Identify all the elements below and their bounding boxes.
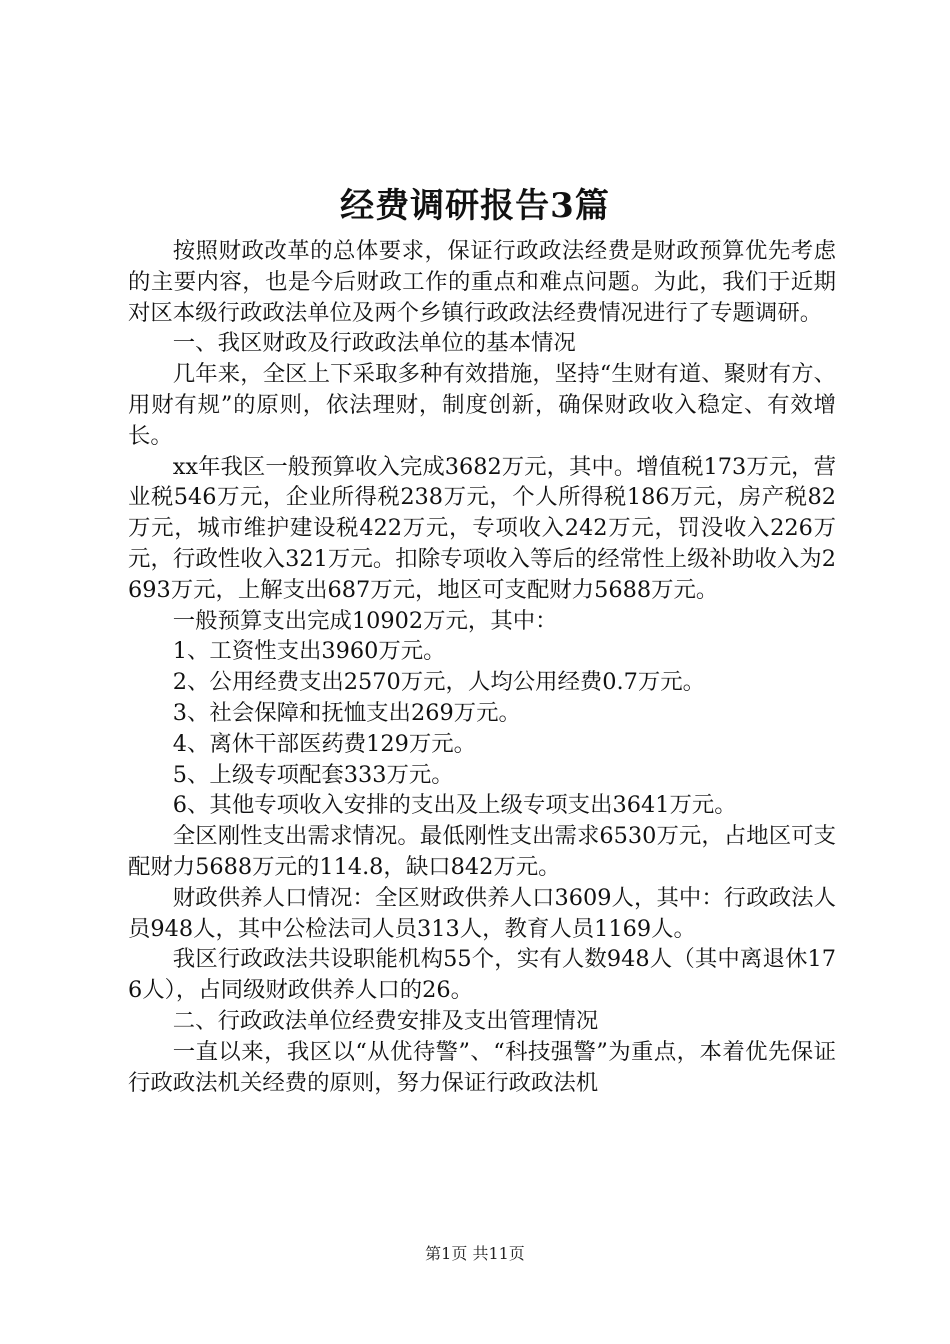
page-number-footer: 第1页 共11页	[425, 1244, 525, 1263]
section-heading-1: 一、我区财政及行政政法单位的基本情况	[172, 330, 576, 357]
paragraph-intro: 按照财政改革的总体要求，保证行政政法经费是财政预算优先考虑的主要内容，也是今后财政工作的重点和难点问题。为此，我们于近期对区本级行政政法单位及两个乡镇行政政法经费情况进行了专题调研。	[128, 238, 836, 326]
list-item: 5、上级专项配套333万元。	[172, 761, 454, 788]
paragraph: 财政供养人口情况：全区财政供养人口3609人，其中：行政政法人员948人，其中公检法司人员313人，教育人员1169人。	[128, 884, 836, 942]
list-item: 6、其他专项收入安排的支出及上级专项支出3641万元。	[172, 792, 737, 819]
list-item: 4、离休干部医药费129万元。	[172, 730, 477, 757]
document-title: 经费调研报告3篇	[340, 186, 610, 226]
list-item: 3、社会保障和抚恤支出269万元。	[172, 699, 521, 726]
paragraph: 一直以来，我区以“从优待警”、“科技强警”为重点，本着优先保证行政政法机关经费的原则，努力保证行政政法机	[128, 1038, 836, 1096]
list-item: 1、工资性支出3960万元。	[172, 638, 446, 665]
paragraph: 几年来，全区上下采取多种有效措施，坚持“生财有道、聚财有方、用财有规”的原则，依法理财，制度创新，确保财政收入稳定、有效增长。	[128, 361, 836, 449]
document-body	[128, 236, 836, 1098]
paragraph: 一般预算支出完成10902万元，其中：	[172, 607, 558, 634]
list-item: 2、公用经费支出2570万元，人均公用经费0.7万元。	[172, 669, 706, 696]
paragraph: 我区行政政法共设职能机构55个，实有人数948人（其中离退休176人），占同级财政供养人口的26。	[128, 946, 836, 1004]
paragraph: xx年我区一般预算收入完成3682万元，其中。增值税173万元，营业税546万元，企业所得税238万元，个人所得税186万元，房产税82万元，城市维护建设税422万元，专项收入242万元，罚没收入226万元，行政性收入321万元。扣除专项收入等后的经常性上级补助收入为2693万元，上解支出687万元，地区可支配财力5688万元。	[128, 453, 836, 603]
paragraph: 全区刚性支出需求情况。最低刚性支出需求6530万元，占地区可支配财力5688万元的114.8，缺口842万元。	[128, 823, 836, 880]
section-heading-2: 二、行政政法单位经费安排及支出管理情况	[172, 1007, 599, 1034]
